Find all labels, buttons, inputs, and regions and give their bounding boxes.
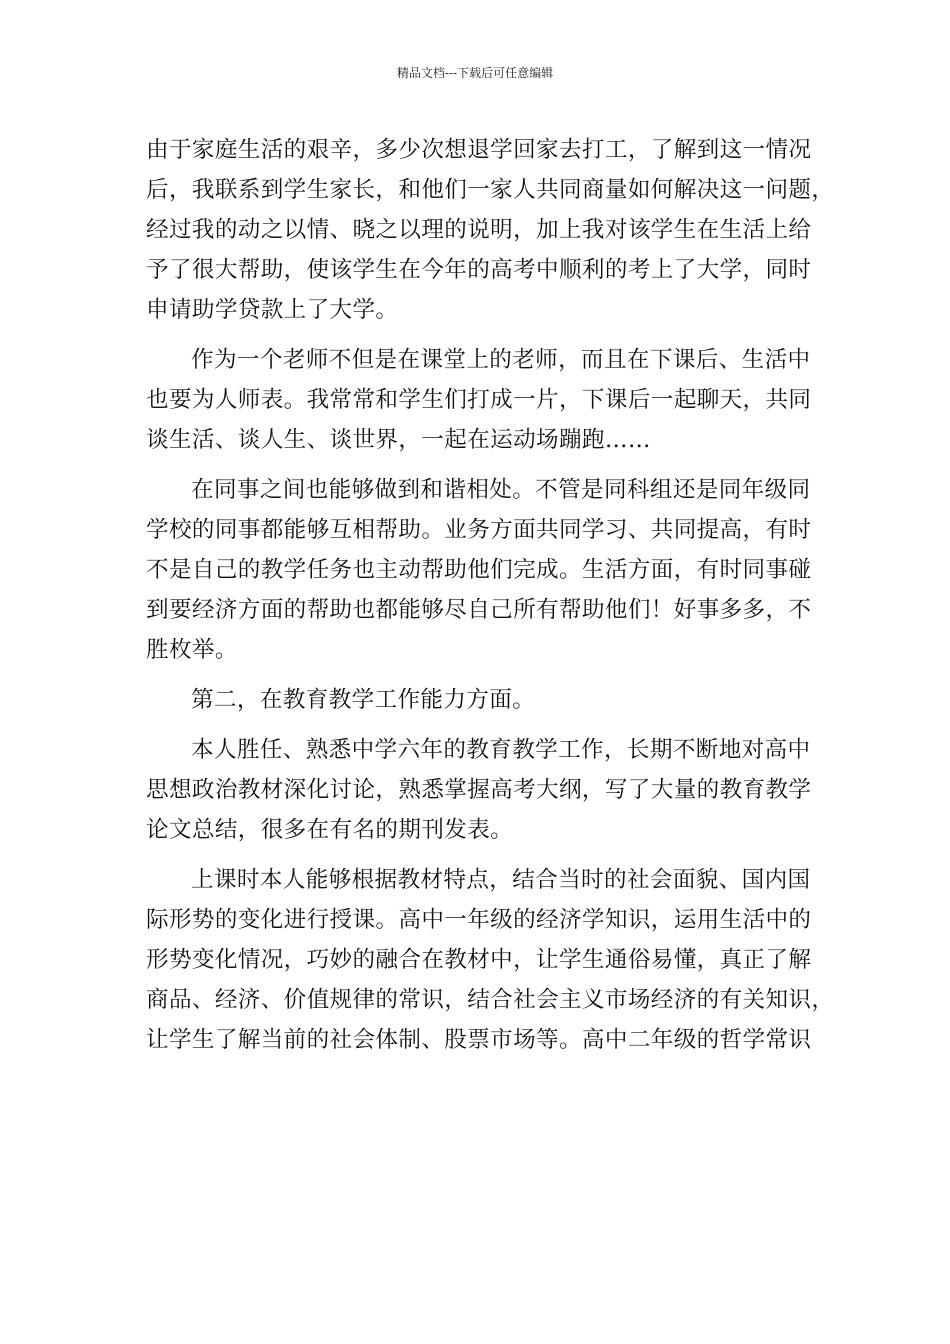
paragraph-3 (146, 470, 826, 670)
paragraph-2 (146, 340, 826, 460)
paragraph-4 (146, 680, 826, 720)
document-body (146, 130, 835, 1060)
text-line: 上课时本人能够根据教材特点，结合当时的社会面貌、国内国 (191, 867, 811, 893)
text-line: 由于家庭生活的艰辛，多少次想退学回家去打工，了解到这一情况 (146, 137, 812, 163)
text-line: 申请助学贷款上了大学。 (146, 297, 399, 323)
text-line: 谈生活、谈人生、谈世界，一起在运动场蹦跑…… (146, 427, 651, 453)
section-heading: 第二，在教育教学工作能力方面。 (191, 687, 536, 713)
text-line: 作为一个老师不但是在课堂上的老师，而且在下课后、生活中 (191, 347, 811, 373)
page-header: 精品文档---下载后可任意编辑 (396, 66, 554, 80)
text-line: 让学生了解当前的社会体制、股票市场等。高中二年级的哲学常识 (146, 1027, 812, 1053)
paragraph-6 (146, 860, 835, 1060)
text-line: 商品、经济、价值规律的常识，结合社会主义市场经济的有关知识， (146, 987, 835, 1013)
text-line: 到要经济方面的帮助也都能够尽自己所有帮助他们！好事多多，不 (146, 597, 812, 623)
text-line: 后，我联系到学生家长，和他们一家人共同商量如何解决这一问题， (146, 177, 835, 203)
paragraph-1 (146, 130, 835, 330)
paragraph-5 (146, 730, 826, 850)
text-line: 学校的同事都能够互相帮助。业务方面共同学习、共同提高，有时 (146, 517, 812, 543)
text-line: 经过我的动之以情、晓之以理的说明，加上我对该学生在生活上给 (146, 217, 812, 243)
text-line: 也要为人师表。我常常和学生们打成一片，下课后一起聊天，共同 (146, 387, 812, 413)
text-line: 际形势的变化进行授课。高中一年级的经济学知识，运用生活中的 (146, 907, 812, 933)
text-line: 不是自己的教学任务也主动帮助他们完成。生活方面，有时同事碰 (146, 557, 812, 583)
text-line: 思想政治教材深化讨论，熟悉掌握高考大纲，写了大量的教育教学 (146, 777, 812, 803)
text-line: 在同事之间也能够做到和谐相处。不管是同科组还是同年级同 (191, 477, 811, 503)
text-line: 本人胜任、熟悉中学六年的教育教学工作，长期不断地对高中 (191, 737, 811, 763)
text-line: 予了很大帮助，使该学生在今年的高考中顺利的考上了大学，同时 (146, 257, 812, 283)
text-line: 形势变化情况，巧妙的融合在教材中，让学生通俗易懂，真正了解 (146, 947, 812, 973)
text-line: 论文总结，很多在有名的期刊发表。 (146, 817, 514, 843)
text-line: 胜枚举。 (146, 637, 238, 663)
